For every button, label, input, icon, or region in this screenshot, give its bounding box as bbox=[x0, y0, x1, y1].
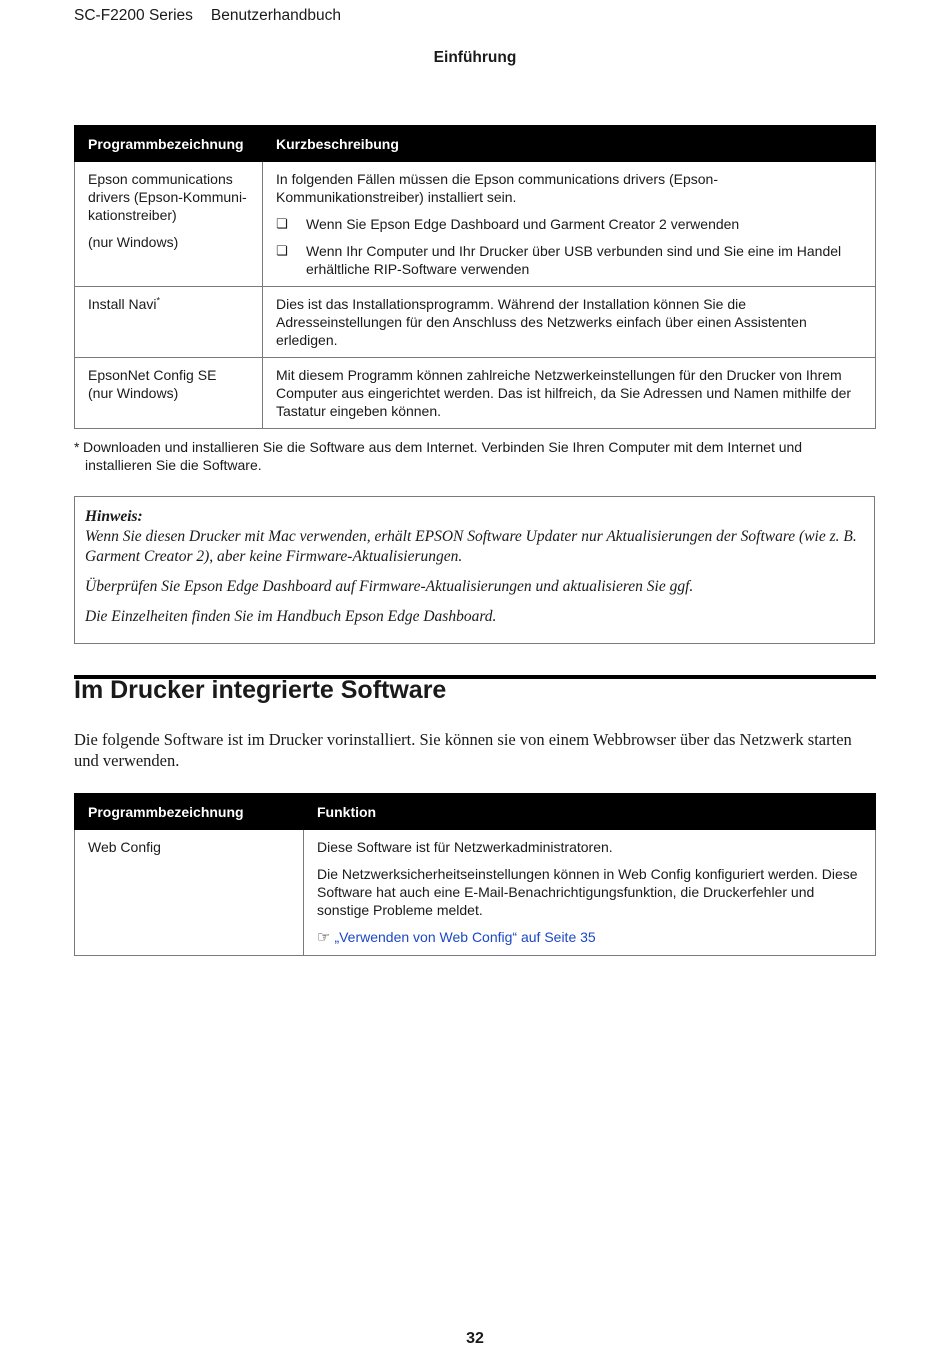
program-name-text: Install Navi bbox=[88, 296, 157, 312]
manual-title: Benutzerhandbuch bbox=[210, 7, 342, 24]
program-description: Mit diesem Programm können zahlreiche Netzwerkeinstellungen für den Drucker von Ihrem Computer aus eingerichtet werden. Das ist hilfreich, da Sie Adressen und Namen mithilfe der Tastatur eingeben können. bbox=[276, 367, 852, 419]
note-paragraph: Die Einzelheiten finden Sie im Handbuch Epson Edge Dashboard. bbox=[85, 608, 497, 625]
table-row bbox=[75, 287, 876, 358]
footnote-mark: * bbox=[156, 295, 160, 306]
list-item bbox=[276, 242, 862, 278]
table-header-row bbox=[75, 126, 876, 162]
product-series: SC-F2200 Series bbox=[74, 7, 193, 24]
software-table bbox=[74, 125, 876, 429]
program-name bbox=[88, 295, 249, 313]
program-description-cell bbox=[263, 358, 876, 429]
web-config-link[interactable]: „Verwenden von Web Config“ auf Seite 35 bbox=[334, 929, 596, 945]
footnote bbox=[74, 438, 876, 474]
checkbox-bullet-icon: ❏ bbox=[276, 243, 288, 258]
program-name: EpsonNet Config SE bbox=[88, 367, 217, 383]
footnote-text-continued: installieren Sie die Software. bbox=[85, 457, 262, 473]
note-box bbox=[74, 496, 875, 644]
program-platform-note: (nur Windows) bbox=[88, 385, 179, 401]
program-description-cell bbox=[263, 287, 876, 358]
program-name-cell bbox=[75, 358, 263, 429]
table-header-row bbox=[75, 794, 876, 830]
program-name-cell bbox=[75, 830, 304, 956]
column-header-description: Kurzbeschreibung bbox=[263, 126, 876, 162]
checkbox-bullet-icon: ❏ bbox=[276, 216, 288, 231]
list-item-text: Wenn Ihr Computer und Ihr Drucker über USB verbunden sind und Sie eine im Handel erhältliche RIP-Software verwenden bbox=[306, 243, 842, 277]
program-name-cell bbox=[75, 162, 263, 287]
column-header-function: Funktion bbox=[304, 794, 876, 830]
program-platform-note: (nur Windows) bbox=[88, 234, 179, 250]
footnote-text: Downloaden und installieren Sie die Software aus dem Internet. Verbinden Sie Ihren Computer mit dem Internet und bbox=[83, 439, 803, 455]
column-header-name: Programmbezeichnung bbox=[75, 794, 304, 830]
program-function-cell bbox=[304, 830, 876, 956]
program-description: Dies ist das Installationsprogramm. Während der Installation können Sie die Adresseinstellungen für den Anschluss des Netzwerks einfach über einen Assistenten erledigen. bbox=[276, 296, 807, 348]
section-heading: Im Drucker integrierte Software bbox=[74, 676, 447, 704]
program-description: In folgenden Fällen müssen die Epson communications drivers (Epson-Kommunikationstreiber) installiert sein. bbox=[276, 171, 719, 205]
program-name: Epson communications drivers (Epson-Kommuni-kationstreiber) bbox=[88, 171, 247, 223]
program-name: Web Config bbox=[88, 839, 161, 855]
table-row bbox=[75, 830, 876, 956]
footnote-mark: * bbox=[74, 439, 80, 455]
column-header-name: Programmbezeichnung bbox=[75, 126, 263, 162]
list-item-text: Wenn Sie Epson Edge Dashboard und Garment Creator 2 verwenden bbox=[306, 216, 740, 232]
program-description-cell bbox=[263, 162, 876, 287]
note-paragraph: Wenn Sie diesen Drucker mit Mac verwenden, erhält EPSON Software Updater nur Aktualisierungen der Software (wie z. B. Garment Creator 2), aber keine Firmware-Aktualisierungen. bbox=[85, 528, 857, 565]
running-header bbox=[74, 7, 359, 25]
note-title: Hinweis: bbox=[85, 508, 143, 525]
cross-reference bbox=[317, 928, 862, 947]
program-name-cell bbox=[75, 287, 263, 358]
page-number: 32 bbox=[466, 1330, 484, 1347]
note-paragraph: Überprüfen Sie Epson Edge Dashboard auf Firmware-Aktualisierungen und aktualisieren Sie ggf. bbox=[85, 578, 694, 595]
pointing-hand-icon: ☞ bbox=[317, 929, 331, 946]
integrated-software-table bbox=[74, 793, 876, 956]
list-item bbox=[276, 215, 862, 233]
section-intro: Die folgende Software ist im Drucker vorinstalliert. Sie können sie von einem Webbrowser über das Netzwerk starten und verwenden. bbox=[74, 730, 852, 770]
function-paragraph: Diese Software ist für Netzwerkadministratoren. bbox=[317, 839, 613, 855]
function-paragraph: Die Netzwerksicherheitseinstellungen können in Web Config konfiguriert werden. Diese Software hat auch eine E-Mail-Benachrichtigungsfunktion, die Druckerfehler und sonstige Probleme meldet. bbox=[317, 866, 858, 918]
table-row bbox=[75, 358, 876, 429]
table-row bbox=[75, 162, 876, 287]
chapter-title: Einführung bbox=[433, 49, 517, 66]
